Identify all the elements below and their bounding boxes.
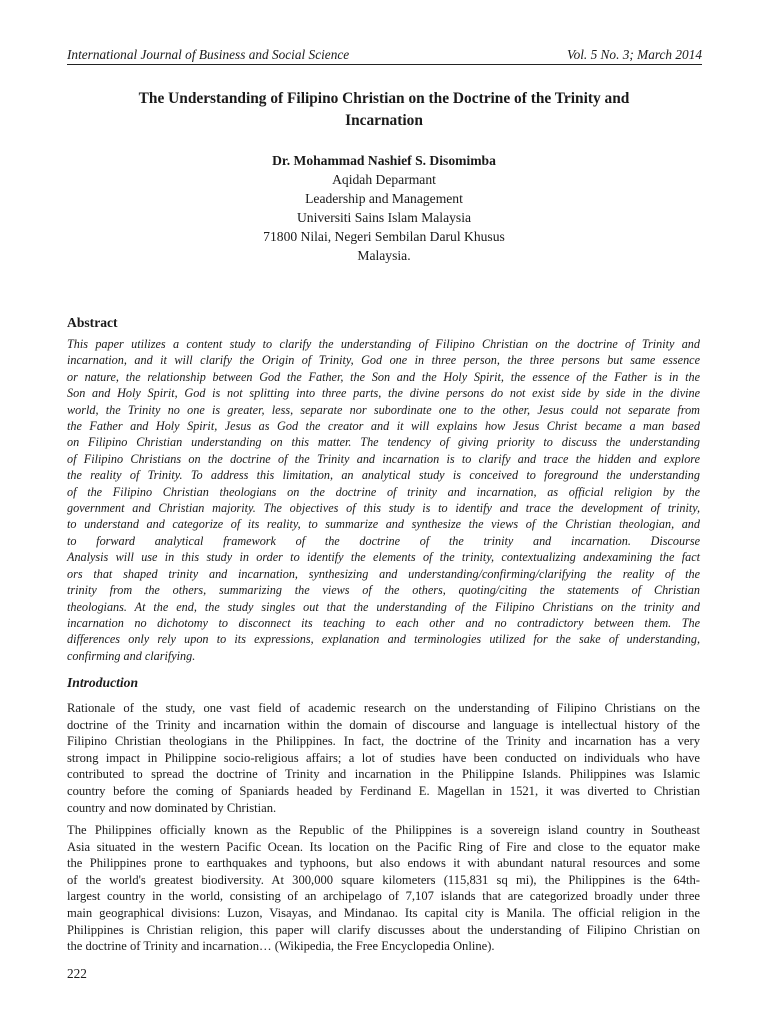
paragraph-line: country and now dominated by Christian. — [67, 800, 277, 815]
paragraph-line: country before the coming of Spaniards headed by Ferdinand E. Magellan in 1521, it was diverted to Christian — [67, 783, 700, 798]
abstract-line: This paper utilizes a content study to clarify the understanding of Filipino Christian on the doctrine of Trinity and — [67, 337, 700, 351]
abstract-line: incarnation no dichotomy to disconnect its teaching to each other and no contradictory between them. The — [67, 615, 700, 630]
introduction-paragraph-2 — [67, 822, 700, 955]
abstract-body — [67, 336, 700, 664]
introduction-heading: Introduction — [67, 675, 139, 690]
paper-title — [80, 88, 688, 132]
abstract-line: to forward analytical framework of the doctrine of the trinity and incarnation. Discourse — [67, 533, 700, 548]
paragraph-line: largest country in the world, consisting of an archipelago of 7,107 islands that are categorized broadly under three — [67, 889, 700, 904]
affiliation-line: Universiti Sains Islam Malaysia — [296, 210, 472, 225]
issue-info: Vol. 5 No. 3; March 2014 — [566, 47, 702, 62]
abstract-line: theologians. At the end, the study singles out that the understanding of the Filipino Christians on the trinity and — [67, 599, 700, 614]
abstract-line: incarnation, and it will clarify the Origin of Trinity, God one in three person, the three persons but same essence — [67, 353, 700, 368]
author-name: Dr. Mohammad Nashief S. Disomimba — [272, 153, 496, 168]
abstract-line: confirming and clarifying. — [67, 648, 196, 663]
paragraph-line: the Philippines prone to earthquakes and typhoons, but also endows it with abundant natural resources and some — [67, 856, 700, 871]
affiliation-line: Malaysia. — [357, 248, 411, 263]
paragraph-line: strong impact in Philippine socio-religious affairs; a lot of studies have been conducted on individuals who have — [67, 750, 700, 765]
title-line: Incarnation — [345, 112, 423, 129]
paragraph-line: contributed to spread the doctrine of Trinity and incarnation in the Philippine Islands. Philippines was Islamic — [67, 767, 700, 782]
title-line: The Understanding of Filipino Christian on the Doctrine of the Trinity and — [138, 90, 630, 107]
author-block — [100, 151, 668, 265]
abstract-line: Son and Holy Spirit, God is not splitting into three parts, the divine persons do not exist side by side in the divine — [67, 386, 700, 401]
abstract-line: world, the Trinity no one is greater, less, separate nor subordinate one to the other, Jesus could not separate from — [67, 402, 700, 417]
paragraph-line: Filipino Christian theologians in the Philippines. In fact, the doctrine of the Trinity and incarnation has a very — [67, 734, 700, 749]
paragraph-line: doctrine of the Trinity and incarnation within the domain of discourse and language is intellectual history of the — [67, 717, 700, 732]
paragraph-line: Asia situated in the western Pacific Ocean. Its location on the Pacific Ring of Fire and close to the equator make — [67, 839, 700, 854]
abstract-line: of the Filipino Christian theologians on the doctrine of trinity and incarnation, as official religion by the — [67, 484, 700, 499]
paragraph-line: main geographical divisions: Luzon, Visayas, and Mindanao. Its capital city is Manila. The official religion in the — [67, 905, 700, 920]
paragraph-line: The Philippines officially known as the Republic of the Philippines is a sovereign island country in Southeast — [67, 823, 700, 837]
abstract-line: ors that shaped trinity and incarnation, synthesizing and understanding/confirming/clarifying the reality of the — [67, 566, 700, 581]
journal-name: International Journal of Business and Social Science — [67, 47, 350, 62]
affiliation-line: Aqidah Deparmant — [332, 172, 436, 187]
abstract-line: of Filipino Christians on the doctrine of the Trinity and incarnation is to clarify and trace the hidden and explore — [67, 451, 700, 466]
paragraph-line: of the world's greatest biodiversity. At 300,000 square kilometers (115,831 sq mi), the Philippines is the 64th- — [67, 872, 700, 887]
abstract-line: or nature, the relationship between God the Father, the Son and the Holy Spirit, the essence of the Father is in the — [67, 369, 700, 384]
abstract-heading: Abstract — [67, 315, 118, 330]
page-number: 222 — [67, 966, 87, 981]
abstract-line: the Father and Holy Spirit, Jesus as God the creator and it will explains how Jesus Christ became a man based — [67, 419, 700, 434]
paragraph-line: Philippines is Christian religion, this paper will clarify discusses about the understanding of Filipino Christian on — [67, 922, 700, 937]
abstract-line: differences only rely upon to its expressions, explanation and terminologies utilized for the sake of understanding, — [67, 632, 700, 647]
abstract-line: to understand and categorize of its reality, to summarize and synthesize the views of the Christian theologian, and — [67, 517, 700, 532]
paragraph-line: the doctrine of Trinity and incarnation… (Wikipedia, the Free Encyclopedia Online). — [67, 939, 495, 954]
abstract-line: government and Christian majority. The objectives of this study is to identify and trace the development of trinity, — [67, 501, 700, 516]
abstract-line: on Filipino Christian understanding on this matter. The tendency of giving priority to discuss the understanding — [67, 435, 700, 450]
running-header — [67, 46, 702, 65]
affiliation-line: Leadership and Management — [305, 191, 463, 206]
abstract-line: trinity from the others, summarizing the views of the others, quoting/citing the statements of Christian — [67, 583, 700, 598]
introduction-paragraph-1 — [67, 700, 700, 816]
abstract-line: the reality of Trinity. To address this limitation, an analytical study is conceived to foreground the understanding — [67, 468, 700, 483]
affiliation-line: 71800 Nilai, Negeri Sembilan Darul Khusus — [263, 229, 505, 244]
abstract-line: Analysis will use in this study in order to identify the elements of the trinity, contextualizing andexamining the fact — [67, 550, 700, 565]
paragraph-line: Rationale of the study, one vast field of academic research on the understanding of Filipino Christians on the — [67, 701, 700, 715]
